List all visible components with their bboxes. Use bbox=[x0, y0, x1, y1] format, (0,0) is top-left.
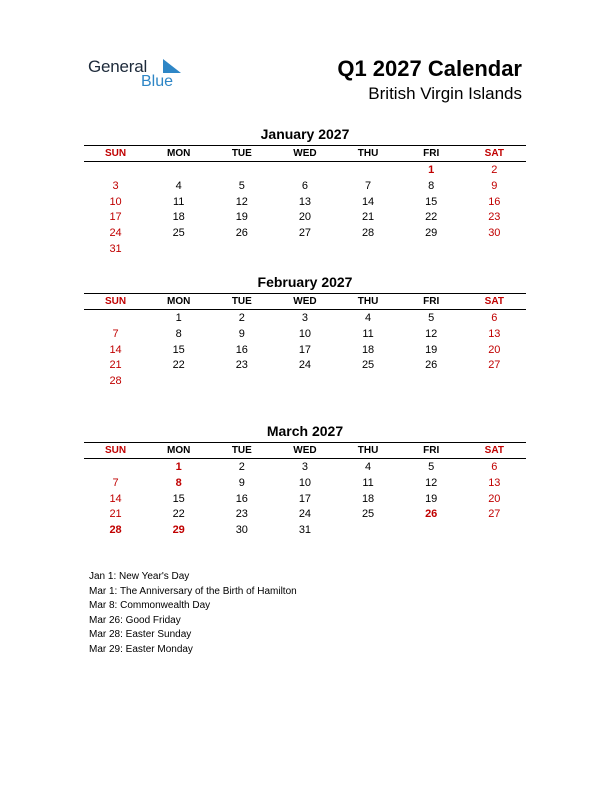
day-cell: 23 bbox=[235, 359, 248, 372]
month-february bbox=[84, 273, 526, 390]
empty-day-cell bbox=[337, 242, 400, 258]
day-cell: 5 bbox=[428, 312, 435, 324]
weekday-header-sun: SUN bbox=[105, 445, 127, 456]
day-cell: 14 bbox=[109, 492, 122, 505]
day-cell: 4 bbox=[175, 179, 182, 192]
day-cell: 13 bbox=[488, 327, 501, 340]
day-cell: 18 bbox=[361, 343, 375, 356]
day-cell: 25 bbox=[361, 508, 375, 521]
day-cell: 2 bbox=[238, 461, 245, 473]
empty-day-cell bbox=[273, 163, 336, 179]
month-grid bbox=[84, 442, 526, 539]
day-cell: 20 bbox=[488, 343, 501, 356]
week-row bbox=[84, 523, 526, 539]
day-cell: 4 bbox=[365, 461, 372, 473]
empty-day-cell bbox=[400, 242, 463, 258]
day-cell: 5 bbox=[428, 461, 435, 473]
empty-day-cell bbox=[337, 163, 400, 179]
day-cell: 3 bbox=[301, 461, 308, 473]
day-cell: 26 bbox=[235, 227, 248, 240]
weekday-header-mon: MON bbox=[167, 445, 191, 456]
page-subtitle: British Virgin Islands bbox=[368, 84, 522, 103]
empty-day-cell bbox=[400, 523, 463, 539]
day-cell: 9 bbox=[238, 476, 245, 489]
day-cell: 21 bbox=[109, 508, 122, 521]
day-cell: 26 bbox=[425, 508, 438, 521]
week-row bbox=[84, 242, 526, 258]
day-cell: 18 bbox=[172, 211, 185, 224]
weekday-header-wed: WED bbox=[293, 296, 317, 307]
day-cell: 30 bbox=[235, 524, 248, 537]
empty-day-cell bbox=[84, 163, 147, 179]
day-cell: 28 bbox=[109, 524, 122, 537]
day-cell: 9 bbox=[491, 179, 498, 192]
week-row bbox=[84, 460, 526, 476]
day-cell: 8 bbox=[175, 327, 182, 340]
day-cell: 27 bbox=[488, 359, 501, 372]
day-cell: 1 bbox=[175, 461, 182, 473]
weekday-header-sun: SUN bbox=[105, 296, 127, 307]
weekday-header-wed: WED bbox=[293, 445, 317, 456]
day-cell: 6 bbox=[301, 179, 308, 192]
day-cell: 15 bbox=[172, 343, 185, 356]
empty-day-cell bbox=[400, 374, 463, 390]
week-row bbox=[84, 210, 526, 226]
empty-day-cell bbox=[463, 242, 526, 258]
day-cell: 12 bbox=[425, 476, 438, 489]
day-cell: 13 bbox=[488, 476, 501, 489]
day-cell: 15 bbox=[425, 195, 438, 208]
empty-day-cell bbox=[210, 163, 273, 179]
day-cell: 20 bbox=[488, 492, 501, 505]
day-cell: 22 bbox=[425, 211, 438, 224]
holiday-item: Mar 28: Easter Sunday bbox=[89, 629, 192, 640]
empty-day-cell bbox=[273, 374, 336, 390]
holiday-item: Mar 1: The Anniversary of the Birth of Hamilton bbox=[89, 585, 297, 597]
weekday-header-tue: TUE bbox=[231, 296, 252, 307]
day-cell: 28 bbox=[109, 375, 122, 388]
day-cell: 2 bbox=[238, 312, 245, 324]
holiday-item: Mar 8: Commonwealth Day bbox=[89, 600, 211, 611]
week-row bbox=[84, 179, 526, 195]
day-cell: 11 bbox=[362, 327, 374, 340]
day-cell: 2 bbox=[491, 164, 498, 176]
day-cell: 27 bbox=[488, 508, 501, 521]
empty-day-cell bbox=[463, 523, 526, 539]
day-cell: 17 bbox=[109, 211, 122, 224]
day-cell: 8 bbox=[428, 179, 435, 192]
week-row bbox=[84, 507, 526, 523]
weekday-header-mon: MON bbox=[167, 148, 191, 159]
weekday-header-fri: FRI bbox=[423, 445, 440, 456]
weekday-header-fri: FRI bbox=[423, 148, 440, 159]
day-cell: 31 bbox=[109, 242, 122, 255]
empty-day-cell bbox=[463, 374, 526, 390]
empty-day-cell bbox=[147, 374, 210, 390]
day-cell: 19 bbox=[235, 211, 248, 224]
day-cell: 29 bbox=[172, 524, 185, 537]
week-row bbox=[84, 492, 526, 508]
day-cell: 6 bbox=[491, 461, 498, 473]
logo-word-general: General bbox=[88, 57, 148, 76]
day-cell: 24 bbox=[109, 227, 122, 240]
weekday-header-thu: THU bbox=[357, 445, 379, 456]
day-cell: 11 bbox=[172, 195, 185, 208]
week-row bbox=[84, 374, 526, 390]
day-cell: 17 bbox=[298, 492, 312, 505]
day-cell: 10 bbox=[109, 195, 122, 208]
day-cell: 4 bbox=[365, 312, 372, 324]
day-cell: 5 bbox=[238, 179, 245, 192]
weeks-container bbox=[84, 459, 526, 539]
weekday-header-sat: SAT bbox=[484, 296, 504, 307]
week-row bbox=[84, 163, 526, 179]
empty-day-cell bbox=[337, 374, 400, 390]
day-cell: 10 bbox=[298, 327, 312, 340]
day-cell: 19 bbox=[425, 492, 438, 505]
day-cell: 29 bbox=[425, 227, 438, 240]
empty-day-cell bbox=[147, 242, 210, 258]
day-cell: 15 bbox=[172, 492, 185, 505]
day-cell: 12 bbox=[235, 195, 248, 208]
page-title: Q1 2027 Calendar bbox=[337, 56, 522, 81]
weekday-header-sat: SAT bbox=[484, 148, 504, 159]
day-cell: 21 bbox=[109, 359, 122, 372]
week-row bbox=[84, 195, 526, 211]
week-row bbox=[84, 476, 526, 492]
day-cell: 16 bbox=[235, 343, 248, 356]
day-cell: 21 bbox=[361, 211, 375, 224]
day-cell: 1 bbox=[175, 312, 182, 324]
day-cell: 10 bbox=[298, 476, 312, 489]
logo-word-blue: Blue bbox=[141, 73, 174, 90]
weekday-header-sun: SUN bbox=[105, 148, 127, 159]
weeks-container bbox=[84, 310, 526, 390]
day-cell: 16 bbox=[488, 195, 501, 208]
holiday-item: Jan 1: New Year's Day bbox=[89, 571, 190, 582]
day-cell: 26 bbox=[425, 359, 438, 372]
empty-day-cell bbox=[147, 163, 210, 179]
generalblue-logo bbox=[88, 57, 188, 97]
empty-day-cell bbox=[84, 460, 147, 476]
day-cell: 22 bbox=[172, 508, 185, 521]
week-row bbox=[84, 358, 526, 374]
day-cell: 14 bbox=[361, 195, 375, 208]
day-cell: 25 bbox=[361, 359, 375, 372]
day-cell: 23 bbox=[235, 508, 248, 521]
weekday-header-sat: SAT bbox=[484, 445, 504, 456]
day-cell: 16 bbox=[235, 492, 248, 505]
weekday-header-row bbox=[84, 294, 526, 310]
day-cell: 8 bbox=[175, 476, 182, 489]
week-row bbox=[84, 311, 526, 327]
weekday-header-thu: THU bbox=[357, 296, 379, 307]
day-cell: 24 bbox=[298, 359, 312, 372]
week-row bbox=[84, 327, 526, 343]
day-cell: 19 bbox=[425, 343, 438, 356]
day-cell: 14 bbox=[109, 343, 122, 356]
day-cell: 22 bbox=[172, 359, 185, 372]
weekday-header-row bbox=[84, 146, 526, 162]
weeks-container bbox=[84, 162, 526, 258]
weekday-header-wed: WED bbox=[293, 148, 317, 159]
week-row bbox=[84, 343, 526, 359]
month-title: March 2027 bbox=[266, 423, 344, 439]
holiday-item: Mar 26: Good Friday bbox=[89, 614, 181, 626]
day-cell: 27 bbox=[298, 227, 312, 240]
day-cell: 17 bbox=[298, 343, 312, 356]
weekday-header-fri: FRI bbox=[423, 296, 440, 307]
week-row bbox=[84, 226, 526, 242]
weekday-header-tue: TUE bbox=[231, 148, 252, 159]
day-cell: 24 bbox=[298, 508, 312, 521]
weekday-header-thu: THU bbox=[357, 148, 379, 159]
month-grid bbox=[84, 145, 526, 258]
weekday-header-tue: TUE bbox=[231, 445, 252, 456]
day-cell: 28 bbox=[361, 227, 375, 240]
month-title: February 2027 bbox=[257, 274, 353, 290]
day-cell: 18 bbox=[361, 492, 375, 505]
month-march bbox=[84, 422, 526, 539]
day-cell: 20 bbox=[298, 211, 312, 224]
empty-day-cell bbox=[84, 311, 147, 327]
day-cell: 12 bbox=[425, 327, 438, 340]
month-title: January 2027 bbox=[260, 126, 350, 142]
day-cell: 1 bbox=[428, 164, 435, 176]
day-cell: 11 bbox=[362, 476, 374, 489]
day-cell: 3 bbox=[112, 179, 119, 192]
logo-triangle-icon bbox=[163, 59, 181, 73]
empty-day-cell bbox=[337, 523, 400, 539]
day-cell: 25 bbox=[172, 227, 185, 240]
empty-day-cell bbox=[210, 374, 273, 390]
month-grid bbox=[84, 293, 526, 390]
day-cell: 23 bbox=[488, 211, 501, 224]
empty-day-cell bbox=[273, 242, 336, 258]
weekday-header-row bbox=[84, 443, 526, 459]
day-cell: 31 bbox=[298, 524, 312, 537]
empty-day-cell bbox=[210, 242, 273, 258]
weekday-header-mon: MON bbox=[167, 296, 191, 307]
day-cell: 6 bbox=[491, 312, 498, 324]
day-cell: 7 bbox=[112, 327, 119, 340]
day-cell: 7 bbox=[112, 476, 119, 489]
day-cell: 13 bbox=[298, 195, 312, 208]
holiday-item: Mar 29: Easter Monday bbox=[89, 643, 193, 655]
holiday-list bbox=[89, 570, 297, 657]
day-cell: 30 bbox=[488, 227, 501, 240]
day-cell: 7 bbox=[365, 179, 372, 192]
day-cell: 3 bbox=[301, 312, 308, 324]
day-cell: 9 bbox=[238, 327, 245, 340]
month-january bbox=[84, 125, 526, 258]
